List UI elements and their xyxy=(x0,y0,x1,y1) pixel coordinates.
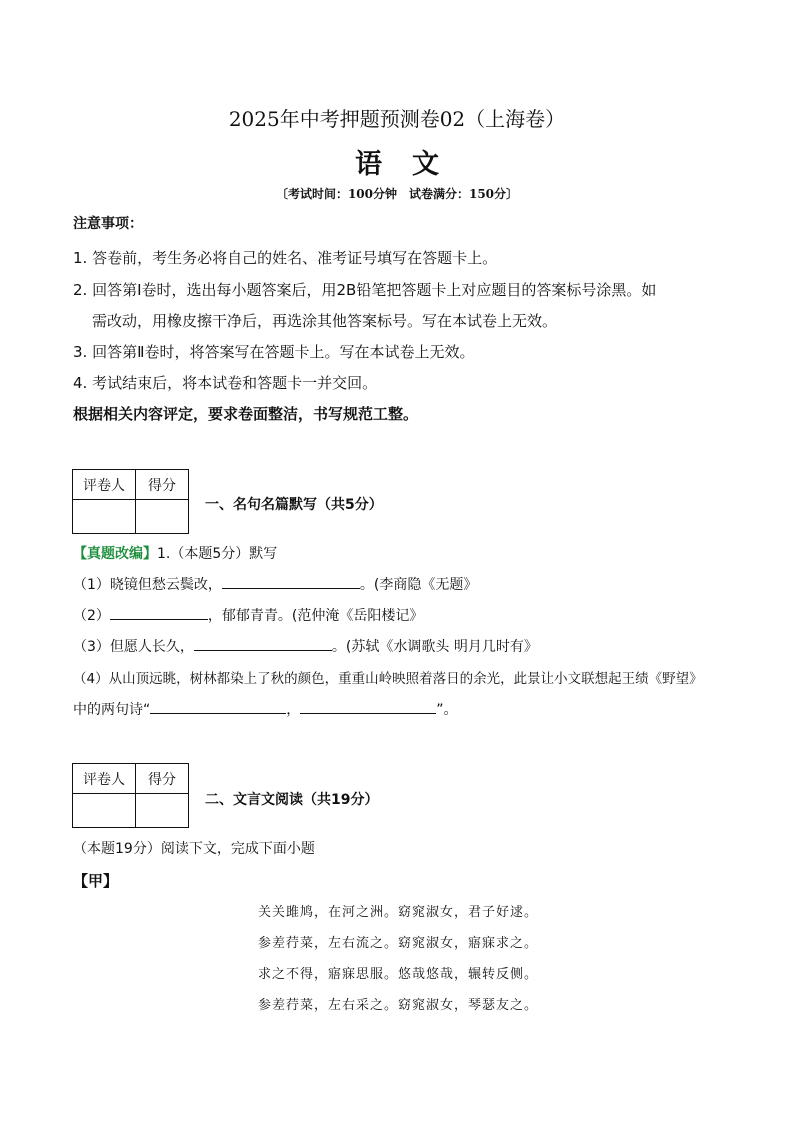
score-table-score-cell xyxy=(136,794,189,828)
section1-heading: 一、名句名篇默写（共5分） xyxy=(205,497,383,513)
q2-text-pre: （2） xyxy=(73,608,110,624)
score-table-score-cell xyxy=(136,500,189,534)
notice-item-4: 4. 考试结束后，将本试卷和答题卡一并交回。 xyxy=(73,374,378,392)
poem-line-3: 求之不得，寤寐思服。悠哉悠哉，辗转反侧。 xyxy=(258,967,539,982)
poem-line-2: 参差荇菜，左右流之。窈窕淑女，寤寐求之。 xyxy=(258,936,539,951)
notice-item-2-cont: 需改动，用橡皮擦干净后，再选涂其他答案标号。写在本试卷上无效。 xyxy=(92,312,558,330)
subject-title: 语文 xyxy=(355,149,469,180)
q4-text-post: ”。 xyxy=(436,702,458,718)
question1-intro xyxy=(73,543,277,563)
question1-label: 1.（本题5分）默写 xyxy=(157,546,278,562)
score-table-score-label: 得分 xyxy=(136,470,189,500)
score-table-grader-cell xyxy=(73,794,136,828)
q1-text-pre: （1）晓镜但愁云鬓改， xyxy=(73,577,222,593)
score-table-grader-cell xyxy=(73,500,136,534)
exam-title: 2025年中考押题预测卷02（上海卷） xyxy=(228,107,566,131)
score-table-score-label: 得分 xyxy=(136,764,189,794)
notice-heading: 注意事项： xyxy=(73,216,143,232)
q4-text-pre: 中的两句诗“ xyxy=(73,702,151,718)
notice-bold-line: 根据相关内容评定，要求卷面整洁，书写规范工整。 xyxy=(73,405,419,423)
score-table-1 xyxy=(72,469,189,534)
q3-text-post: 。(苏轼《水调歌头 明月几时有》 xyxy=(331,639,538,655)
answer-blank-2[interactable] xyxy=(110,605,208,620)
answer-blank-5[interactable] xyxy=(300,699,436,714)
answer-blank-4[interactable] xyxy=(150,699,286,714)
score-table-grader-label: 评卷人 xyxy=(73,764,136,794)
score-table-grader-label: 评卷人 xyxy=(73,470,136,500)
q4-text-mid: ， xyxy=(286,702,301,718)
question1-2 xyxy=(73,605,423,625)
section2-heading: 二、文言文阅读（共19分） xyxy=(205,792,379,808)
notice-item-3: 3. 回答第Ⅱ卷时，将答案写在答题卡上。写在本试卷上无效。 xyxy=(73,343,475,361)
poem-line-1: 关关雎鸠，在河之洲。窈窕淑女，君子好逑。 xyxy=(258,905,539,920)
question-tag: 【真题改编】 xyxy=(73,546,157,562)
q3-text-pre: （3）但愿人长久， xyxy=(73,639,194,655)
answer-blank-1[interactable] xyxy=(222,574,360,589)
section2-intro: （本题19分）阅读下文，完成下面小题 xyxy=(73,841,315,857)
question1-4-line1: （4）从山顶远眺，树林都染上了秋的颜色，重重山岭映照着落日的余光，此景让小文联想起王绩《野望》 xyxy=(73,671,703,687)
notice-item-1: 1. 答卷前，考生务必将自己的姓名、准考证号填写在答题卡上。 xyxy=(73,249,498,267)
question1-3 xyxy=(73,636,538,656)
score-table-2 xyxy=(72,763,189,828)
answer-blank-3[interactable] xyxy=(194,636,332,651)
question1-4-line2 xyxy=(73,699,458,719)
notice-item-2: 2. 回答第Ⅰ卷时，选出每小题答案后，用2B铅笔把答题卡上对应题目的答案标号涂黑。如 xyxy=(73,281,657,299)
question1-1 xyxy=(73,574,477,594)
poem-line-4: 参差荇菜，左右采之。窈窕淑女，琴瑟友之。 xyxy=(258,998,539,1013)
q2-text-post: ，郁郁青青。(范仲淹《岳阳楼记》 xyxy=(207,608,424,624)
passage-label-jia: 【甲】 xyxy=(73,872,119,890)
q1-text-post: 。(李商隐《无题》 xyxy=(359,577,478,593)
exam-info: 〔考试时间：100分钟 试卷满分：150分〕 xyxy=(275,187,519,201)
